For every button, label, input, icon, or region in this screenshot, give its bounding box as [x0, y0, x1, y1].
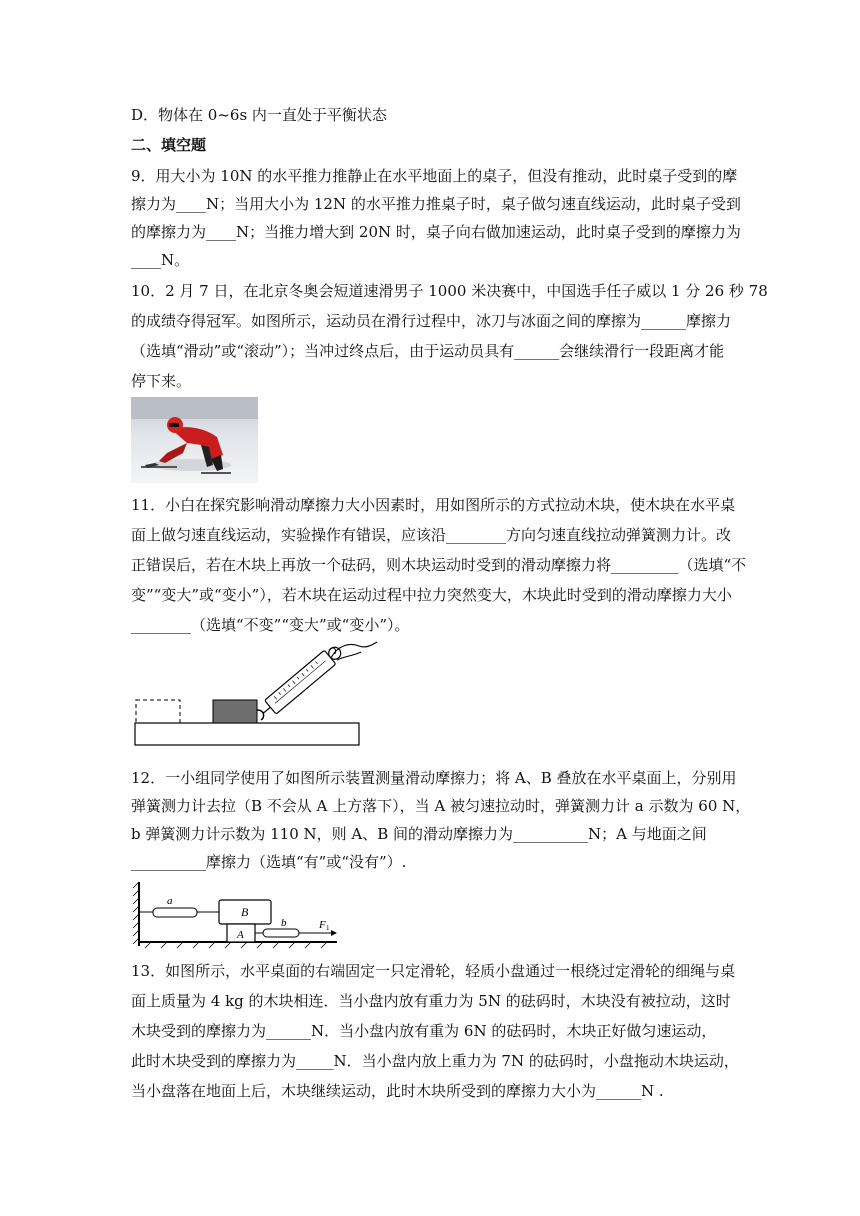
q11-figure — [131, 638, 381, 752]
q11-line-2: 面上做匀速直线运动，实验操作有错误，应该沿________方向匀速直线拉动弹簧测力计。改 — [131, 526, 732, 544]
q12-line-1: 12．一小组同学使用了如图所示装置测量滑动摩擦力；将 A、B 叠放在水平桌面上，分别用 — [131, 769, 737, 787]
q10-line-2: 的成绩夺得冠军。如图所示，运动员在滑行过程中，冰刀与冰面之间的摩擦为______摩擦力 — [131, 312, 732, 330]
label-b: b — [281, 917, 287, 929]
skater-photo — [131, 397, 258, 487]
q11-line-4: 变”“变大”或“变小”），若木块在运动过程中拉力突然变大，木块此时受到的滑动摩擦力大小 — [131, 586, 732, 604]
q13-line-5: 当小盘落在地面上后，木块继续运动，此时木块所受到的摩擦力大小为______N . — [131, 1082, 664, 1100]
q13-line-4: 此时木块受到的摩擦力为_____N．当小盘内放上重力为 7N 的砝码时，小盘拖动木块运动， — [131, 1052, 739, 1070]
q13-line-3: 木块受到的摩擦力为______N．当小盘内放有重为 6N 的砝码时，木块正好做匀速运动， — [131, 1022, 717, 1040]
q12-line-2: 弹簧测力计去拉（B 不会从 A 上方落下），当 A 被匀速拉动时，弹簧测力计 a 示数为 60 N， — [131, 797, 751, 815]
q9-line-1: 9．用大小为 10N 的水平推力推静止在水平地面上的桌子，但没有推动，此时桌子受到的摩 — [131, 167, 738, 185]
option-d: D．物体在 0~6s 内一直处于平衡状态 — [131, 106, 387, 124]
label-F-sub: 1 — [326, 924, 330, 932]
q10-line-1: 10．2 月 7 日，在北京冬奥会短道速滑男子 1000 米决赛中，中国选手任子威以 1 分 26 秒 78 — [131, 282, 768, 300]
q12-line-3: b 弹簧测力计示数为 110 N，则 A、B 间的滑动摩擦力为__________N；A 与地面之间 — [131, 825, 707, 843]
q9-line-3: 的摩擦力为____N；当推力增大到 20N 时，桌子向右做加速运动，此时桌子受到的摩擦力为 — [131, 223, 741, 241]
q11-line-5: ________（选填“不变”“变大”或“变小”）。 — [131, 616, 410, 634]
q12-figure — [131, 880, 341, 954]
label-B: B — [241, 905, 249, 919]
section-title: 二、填空题 — [131, 136, 207, 154]
q9-line-2: 擦力为____N；当用大小为 12N 的水平推力推桌子时，桌子做匀速直线运动，此时桌子受到 — [131, 195, 741, 213]
q13-line-2: 面上质量为 4 kg 的木块相连．当小盘内放有重力为 5N 的砝码时，木块没有被拉动，这时 — [131, 992, 731, 1010]
label-a: a — [167, 895, 173, 907]
q10-line-4: 停下来。 — [131, 372, 192, 390]
q11-line-1: 11．小白在探究影响滑动摩擦力大小因素时，用如图所示的方式拉动木块，使木块在水平桌 — [131, 496, 736, 514]
q12-line-4: __________摩擦力（选填“有”或“没有”）. — [131, 853, 407, 871]
q10-line-3: （选填“滑动”或“滚动”）；当冲过终点后，由于运动员具有______会继续滑行一段距离才能 — [131, 342, 725, 360]
q13-line-1: 13．如图所示，水平桌面的右端固定一只定滑轮，轻质小盘通过一根绕过定滑轮的细绳与桌 — [131, 962, 736, 980]
q9-line-4: ____N。 — [131, 251, 190, 269]
q11-line-3: 正错误后，若在木块上再放一个砝码，则木块运动时受到的滑动摩擦力将_________（选填“不 — [131, 556, 747, 574]
label-F: F — [319, 919, 326, 931]
label-A: A — [237, 929, 244, 941]
